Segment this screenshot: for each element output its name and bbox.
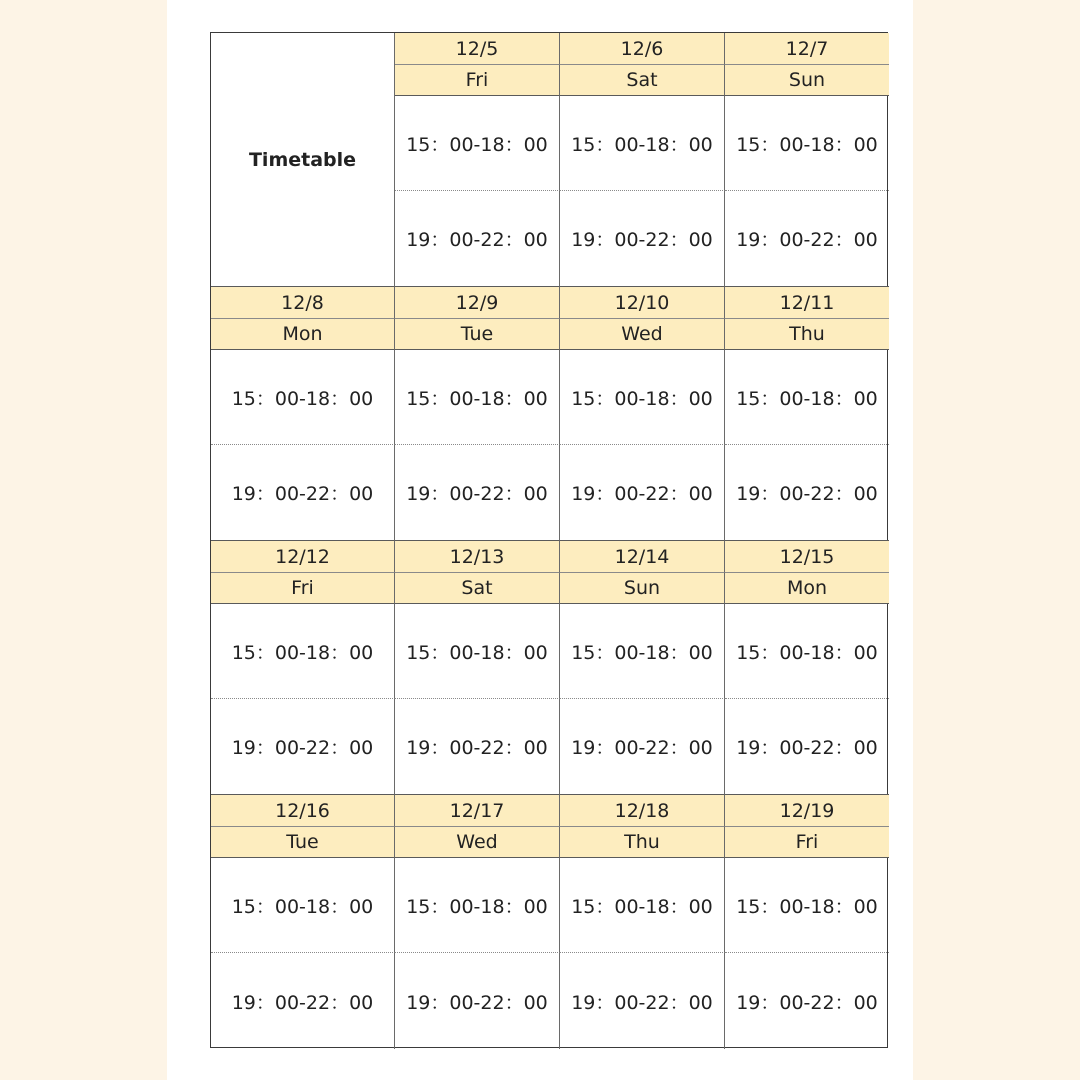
time-slot-cell: 15：00-18：00: [560, 604, 725, 699]
weekday-header-cell: Fri: [395, 65, 560, 96]
date-header-cell: 12/17: [395, 795, 560, 827]
weekday-header-cell: Fri: [725, 827, 889, 858]
date-header-cell: 12/9: [395, 287, 560, 319]
time-slot-cell: 19：00-22：00: [560, 953, 725, 1049]
timetable-title: Timetable: [211, 33, 395, 287]
time-slot-cell: 15：00-18：00: [560, 96, 725, 191]
date-header-cell: 12/7: [725, 33, 889, 65]
time-slot-cell: 15：00-18：00: [560, 858, 725, 953]
weekday-header-cell: Tue: [211, 827, 395, 858]
date-header-cell: 12/6: [560, 33, 725, 65]
weekday-header-cell: Thu: [560, 827, 725, 858]
timetable-grid: [210, 32, 888, 1048]
weekday-header-cell: Fri: [211, 573, 395, 604]
time-slot-cell: 15：00-18：00: [211, 604, 395, 699]
time-slot-cell: 19：00-22：00: [560, 191, 725, 287]
date-header-cell: 12/16: [211, 795, 395, 827]
time-slot-cell: 15：00-18：00: [395, 350, 560, 445]
time-slot-cell: 19：00-22：00: [211, 953, 395, 1049]
time-slot-cell: 15：00-18：00: [395, 858, 560, 953]
time-slot-cell: 15：00-18：00: [560, 350, 725, 445]
time-slot-cell: 19：00-22：00: [395, 191, 560, 287]
date-header-cell: 12/11: [725, 287, 889, 319]
weekday-header-cell: Wed: [560, 319, 725, 350]
weekday-header-cell: Mon: [211, 319, 395, 350]
date-header-cell: 12/13: [395, 541, 560, 573]
time-slot-cell: 15：00-18：00: [211, 350, 395, 445]
date-header-cell: 12/8: [211, 287, 395, 319]
time-slot-cell: 19：00-22：00: [736, 991, 878, 1014]
time-slot-cell: 19：00-22：00: [395, 445, 560, 541]
time-slot-cell: 19：00-22：00: [395, 953, 560, 1049]
date-header-cell: 12/14: [560, 541, 725, 573]
time-slot-cell: 19：00-22：00: [211, 699, 395, 795]
date-header-cell: 12/15: [725, 541, 889, 573]
time-slot-cell: 15：00-18：00: [725, 858, 889, 953]
weekday-header-cell: Sat: [395, 573, 560, 604]
date-header-cell: 12/12: [211, 541, 395, 573]
time-slot-cell: 19：00-22：00: [725, 445, 889, 541]
time-slot-cell: 19：00-22：00: [560, 445, 725, 541]
time-slot-cell: 15：00-18：00: [725, 96, 889, 191]
time-slot-cell: 15：00-18：00: [395, 96, 560, 191]
weekday-header-cell: Sun: [725, 65, 889, 96]
time-slot-cell: 15：00-18：00: [725, 350, 889, 445]
time-slot-cell: 19：00-22：00: [211, 445, 395, 541]
time-slot-cell: 19：00-22：00: [560, 699, 725, 795]
time-slot-cell: 19：00-22：00: [395, 699, 560, 795]
time-slot-cell: 19：00-22：00: [725, 699, 889, 795]
time-slot-cell: 19：00-22：00: [725, 191, 889, 287]
date-header-cell: 12/19: [725, 795, 889, 827]
date-header-cell: 12/5: [395, 33, 560, 65]
time-slot-cell: 15：00-18：00: [395, 604, 560, 699]
weekday-header-cell: Mon: [725, 573, 889, 604]
weekday-header-cell: Sun: [560, 573, 725, 604]
weekday-header-cell: Thu: [725, 319, 889, 350]
date-header-cell: 12/10: [560, 287, 725, 319]
time-slot-cell: 15：00-18：00: [211, 858, 395, 953]
weekday-header-cell: Tue: [395, 319, 560, 350]
weekday-header-cell: Sat: [560, 65, 725, 96]
weekday-header-cell: Wed: [395, 827, 560, 858]
time-slot-cell: 15：00-18：00: [725, 604, 889, 699]
date-header-cell: 12/18: [560, 795, 725, 827]
